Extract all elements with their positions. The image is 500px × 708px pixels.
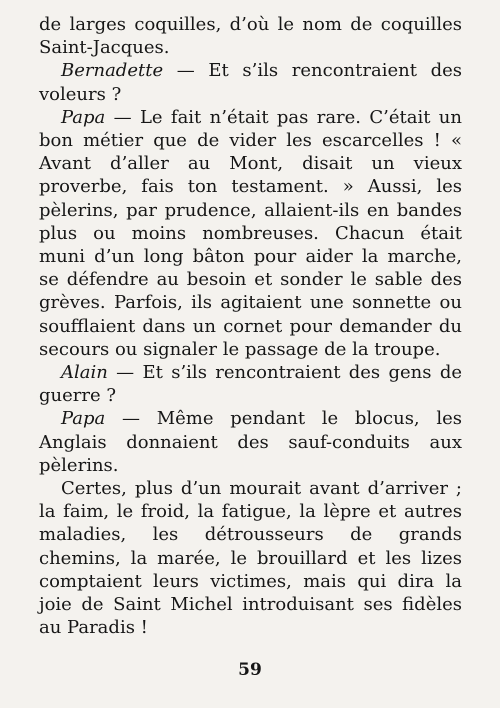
paragraph-continuation [39,13,462,59]
dialogue-dash: — [107,362,143,384]
narrative-paragraph [39,477,462,639]
dialogue-text: Et s’ils rencontraient des gens de guerre ? [39,362,462,407]
dialogue-text: Et s’ils rencontraient des voleurs ? [39,60,462,105]
dialogue-line-papa [39,106,462,361]
dialogue-text: Même pendant le blocus, les Anglais donnaient des sauf-conduits aux pèlerins. [39,408,462,476]
dialogue-dash: — [163,60,209,82]
speaker-name: Papa [61,408,106,430]
dialogue-text: Le fait n’était pas rare. C’était un bon métier que de vider les escarcelles ! « Avant d’aller au Mont, disait un vieux proverbe, fais ton testament. » Aussi, les pèlerins, par prudence, allaient-ils en bandes plus ou moins nombreuses. Chacun était muni d’un long bâton pour aider la marche, se défendre au besoin et sonder le sable des grèves. Parfois, ils agitaient une sonnette ou soufflaient dans un cornet pour demander du secours ou signaler le passage de la troupe. [39,106,462,360]
page-number: 59 [238,660,262,680]
speaker-name: Alain [61,362,108,384]
paragraph-text: Certes, plus d’un mourait avant d’arriver ; la faim, le froid, la fatigue, la lèpre et autres maladies, les détrousseurs de grands chemins, la marée, le brouillard et les lizes comptaient leurs victimes, mais qui dira la joie de Saint Michel introduisant ses fidèles au Paradis ! [39,478,462,639]
dialogue-line-papa-2 [39,407,462,477]
dialogue-dash: — [105,106,140,128]
page-body [39,13,462,639]
speaker-name: Papa [61,106,106,128]
dialogue-line-bernadette [39,59,462,105]
speaker-name: Bernadette [61,60,164,82]
paragraph-text: de larges coquilles, d’où le nom de coquilles Saint-Jacques. [39,14,462,59]
dialogue-dash: — [105,408,157,430]
dialogue-line-alain [39,361,462,407]
